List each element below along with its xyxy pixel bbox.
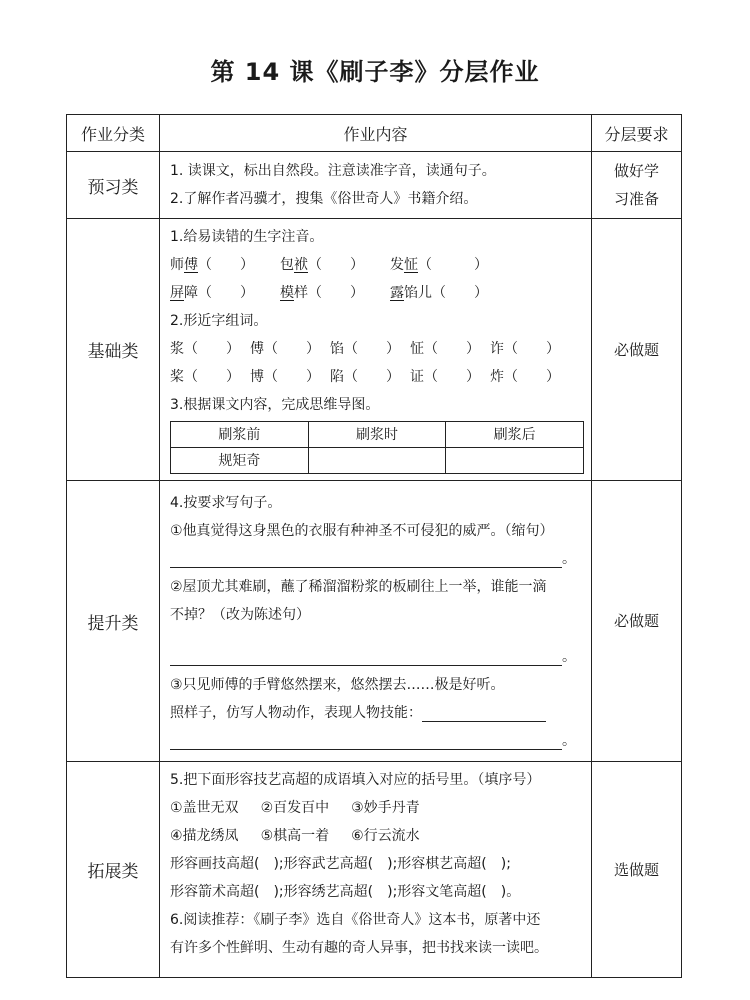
mind-map-header bbox=[171, 422, 584, 448]
pinyin-item: 屏障（ ） bbox=[170, 285, 254, 301]
answer-blank-3[interactable] bbox=[422, 705, 546, 722]
idioms-row-2: ④描龙绣凤 ⑤棋高一着 ⑥行云流水 bbox=[170, 828, 420, 844]
req-extend: 选做题 bbox=[592, 762, 682, 978]
content-extend bbox=[160, 762, 592, 978]
improve-s2a: ②屋顶尤其难刷，蘸了稀溜溜粉浆的板刷往上一举，谁能一滴 bbox=[170, 579, 547, 595]
improve-s1: ①他真觉得这身黑色的衣服有种神圣不可侵犯的威严。（缩句） bbox=[170, 523, 554, 539]
category-improve: 提升类 bbox=[67, 481, 160, 762]
mind-header-during: 刷浆时 bbox=[308, 422, 446, 448]
answer-line-4: 。 bbox=[170, 727, 583, 755]
fill-row-2: 形容箭术高超( );形容绣艺高超( );形容文笔高超( )。 bbox=[170, 884, 521, 900]
row-improve bbox=[67, 481, 682, 762]
basic-q3: 3.根据课文内容，完成思维导图。 bbox=[170, 397, 380, 413]
improve-s2b: 不掉？（改为陈述句） bbox=[170, 607, 310, 623]
content-preview bbox=[160, 152, 592, 219]
pinyin-item: 模样（ ） bbox=[280, 285, 364, 301]
basic-q2: 2.形近字组词。 bbox=[170, 313, 268, 329]
pinyin-item: 露馅儿（ ） bbox=[390, 285, 488, 301]
mind-cell-after[interactable] bbox=[446, 448, 584, 474]
answer-line-2: 。 bbox=[170, 643, 583, 671]
pinyin-item: 发怔（ ） bbox=[390, 257, 488, 273]
category-preview: 预习类 bbox=[67, 152, 160, 219]
req-preview bbox=[592, 152, 682, 219]
row-basic bbox=[67, 219, 682, 481]
mind-cell-during[interactable] bbox=[308, 448, 446, 474]
preview-item-1: 1. 读课文，标出自然段。注意读准字音，读通句子。 bbox=[170, 163, 496, 179]
fill-row-1: 形容画技高超( );形容武艺高超( );形容棋艺高超( ); bbox=[170, 856, 511, 872]
answer-blank-1[interactable] bbox=[170, 551, 562, 568]
header-row bbox=[67, 115, 682, 152]
req-improve: 必做题 bbox=[592, 481, 682, 762]
answer-line-1: 。 bbox=[170, 545, 583, 573]
row-preview bbox=[67, 152, 682, 219]
category-extend: 拓展类 bbox=[67, 762, 160, 978]
req-basic: 必做题 bbox=[592, 219, 682, 481]
extend-q6a: 6.阅读推荐：《刷子李》选自《俗世奇人》这本书，原著中还 bbox=[170, 912, 541, 928]
answer-blank-4[interactable] bbox=[170, 733, 562, 750]
mind-map-table bbox=[170, 421, 584, 474]
content-improve bbox=[160, 481, 592, 762]
answer-blank-2[interactable] bbox=[170, 649, 562, 666]
preview-item-2: 2.了解作者冯骥才，搜集《俗世奇人》书籍介绍。 bbox=[170, 191, 478, 207]
header-requirement: 分层要求 bbox=[592, 115, 682, 152]
mind-cell-before: 规矩奇 bbox=[171, 448, 309, 474]
extend-q5: 5.把下面形容技艺高超的成语填入对应的括号里。（填序号） bbox=[170, 772, 541, 788]
idioms-row-1: ①盖世无双 ②百发百中 ③妙手丹青 bbox=[170, 800, 420, 816]
pinyin-row-2 bbox=[170, 279, 583, 307]
category-basic: 基础类 bbox=[67, 219, 160, 481]
content-basic bbox=[160, 219, 592, 481]
near-char-row-2: 桨（ ） 博（ ） 陷（ ） 证（ ） 炸（ ） bbox=[170, 369, 560, 385]
near-char-row-1: 浆（ ） 傅（ ） 馅（ ） 怔（ ） 诈（ ） bbox=[170, 341, 560, 357]
header-category: 作业分类 bbox=[67, 115, 160, 152]
mind-header-before: 刷浆前 bbox=[171, 422, 309, 448]
mind-map-row bbox=[171, 448, 584, 474]
page-title: 第 14 课《刷子李》分层作业 bbox=[210, 58, 540, 86]
pinyin-item: 包袱（ ） bbox=[280, 257, 364, 273]
extend-q6b: 有许多个性鲜明、生动有趣的奇人异事，把书找来读一读吧。 bbox=[170, 940, 548, 956]
pinyin-item: 师傅（ ） bbox=[170, 257, 254, 273]
mind-header-after: 刷浆后 bbox=[446, 422, 584, 448]
pinyin-row-1 bbox=[170, 251, 583, 279]
basic-q1: 1.给易读错的生字注音。 bbox=[170, 229, 324, 245]
req-preview-line1: 做好学 bbox=[613, 162, 659, 180]
improve-q4: 4.按要求写句子。 bbox=[170, 495, 282, 511]
header-content: 作业内容 bbox=[160, 115, 592, 152]
improve-s3b: 照样子，仿写人物动作，表现人物技能： bbox=[170, 699, 583, 727]
improve-s3: ③只见师傅的手臂悠然摆来，悠然摆去……极是好听。 bbox=[170, 677, 505, 693]
row-extend bbox=[67, 762, 682, 978]
req-preview-line2: 习准备 bbox=[613, 190, 659, 208]
homework-table bbox=[66, 114, 682, 978]
